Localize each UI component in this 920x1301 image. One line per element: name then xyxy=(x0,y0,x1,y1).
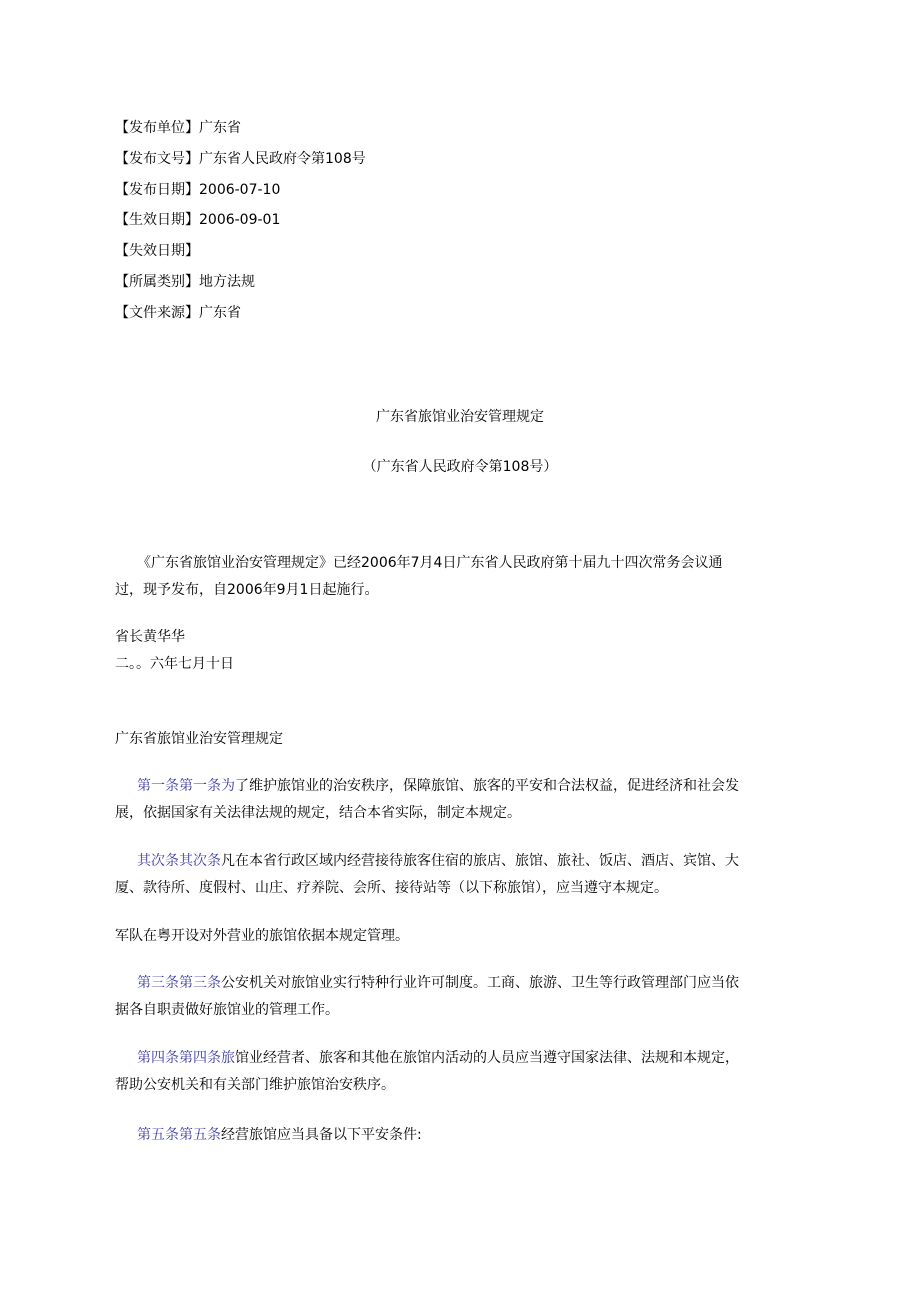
meta-source: 【文件来源】广东省 xyxy=(115,305,241,321)
signatory: 省长黄华华 xyxy=(115,629,185,645)
article-2-line-1: 其次条其次条凡在本省行政区域内经营接待旅客住宿的旅店、旅馆、旅社、饭店、酒店、宾馆、大 xyxy=(137,853,739,869)
promulgation-line-2: 过，现予发布，自2006年9月1日起施行。 xyxy=(115,582,379,598)
article-4-line-1: 第四条第四条旅馆业经营者、旅客和其他在旅馆内活动的人员应当遵守国家法律、法规和本规定， xyxy=(137,1050,739,1066)
meta-issue-date: 【发布日期】2006-07-10 xyxy=(115,182,281,198)
article-3-line-1: 第三条第三条公安机关对旅馆业实行特种行业许可制度。工商、旅游、卫生等行政管理部门应当依 xyxy=(137,975,739,991)
article-1-line-1: 第一条第一条为了维护旅馆业的治安秩序，保障旅馆、旅客的平安和合法权益，促进经济和社会发 xyxy=(137,778,739,794)
meta-issuer: 【发布单位】广东省 xyxy=(115,120,241,136)
document-subtitle: （广东省人民政府令第108号） xyxy=(362,459,558,475)
article-1-line-2: 展，依据国家有关法律法规的规定，结合本省实际，制定本规定。 xyxy=(115,805,521,821)
meta-doc-number: 【发布文号】广东省人民政府令第108号 xyxy=(115,151,366,167)
article-5-line-1: 第五条第五条经营旅馆应当具备以下平安条件: xyxy=(137,1127,422,1143)
meta-effective-date: 【生效日期】2006-09-01 xyxy=(115,212,281,228)
body-title: 广东省旅馆业治安管理规定 xyxy=(115,731,283,747)
article-1-link[interactable]: 第一条第一条为 xyxy=(137,778,235,794)
article-5-link[interactable]: 第五条第五条 xyxy=(137,1127,221,1143)
meta-expiry-date: 【失效日期】 xyxy=(115,243,199,259)
promulgation-line-1: 《广东省旅馆业治安管理规定》已经2006年7月4日广东省人民政府第十届九十四次常务会议通 xyxy=(137,555,723,571)
article-2-line-2: 厦、款待所、度假村、山庄、疗养院、会所、接待站等（以下称旅馆），应当遵守本规定。 xyxy=(115,880,668,896)
article-3-line-2: 据各自职责做好旅馆业的管理工作。 xyxy=(115,1002,339,1018)
article-2-link[interactable]: 其次条其次条 xyxy=(137,853,221,869)
document-title: 广东省旅馆业治安管理规定 xyxy=(376,409,544,425)
article-4-line-2: 帮助公安机关和有关部门维护旅馆治安秩序。 xyxy=(115,1077,395,1093)
signing-date: 二。。六年七月十日 xyxy=(115,656,234,672)
article-4-link[interactable]: 第四条第四条旅 xyxy=(137,1050,235,1066)
meta-category: 【所属类别】地方法规 xyxy=(115,274,255,290)
article-3-link[interactable]: 第三条第三条 xyxy=(137,975,221,991)
military-note: 军队在粤开设对外营业的旅馆依据本规定管理。 xyxy=(115,928,409,944)
